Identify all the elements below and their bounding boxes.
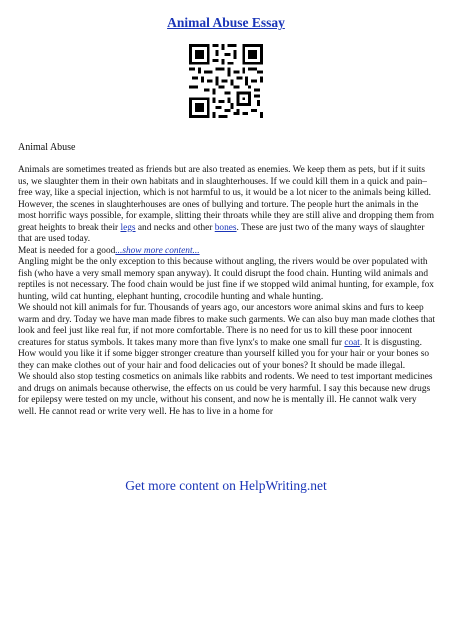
paragraph-1-text-c: . These are just two of the many ways of slaughter that are used today.: [18, 222, 425, 244]
paragraph-5: We should also stop testing cosmetics on animals like rabbits and rodents. We need to test important medicines and drugs on animals because otherwise, the effects on us could be very harmful. I say this because new drugs for epilepsy were tested on my uncle, without his consent, and now he is mentally ill. He cannot walk very well. He cannot read or write very well. He has to live in a home for: [18, 372, 433, 417]
paragraph-1-text-a: Animals are sometimes treated as friends but are also treated as enemies. We keep them as pets, but if it suits us, we slaughter them in their own habitats and in slaughterhouses. If we could kill them in a quick and pain–free way, like a special injection, which is not harmful to us, it would be a lot nicer to the animals being killed. However, the scenes in slaughterhouses are ones of bullying and torture. The people hurt the animals in the most horrific ways possible, for example, slitting their throats while they are still alive and dropping them from great heights to break their: [18, 165, 434, 233]
coat-link[interactable]: coat: [344, 337, 360, 348]
paragraph-4-text-b: . It is disgusting. How would you like it if some bigger stronger creature than yourself killed you for your hair or your bones so they can make clothes out of your hair and food delicacies out of your bones? It should be made illegal.: [18, 337, 430, 371]
essay-body: [18, 165, 436, 418]
get-more-content-link[interactable]: Get more content on HelpWriting.net: [125, 478, 327, 493]
paragraph-4-text-a: We should not kill animals for fur. Thousands of years ago, our ancestors wore animal skins and furs to keep warm and dry. Today we have man made fibres to make such garments. We can also buy man made clothes that look and feel just like real fur, if not more comfortable. There is no need for us to kill these poor innocent creatures for status symbols. It takes many more than five lynx's to make one small fur: [18, 303, 435, 348]
essay-subheading: Animal Abuse: [18, 142, 76, 153]
essay-title-link[interactable]: Animal Abuse Essay: [167, 15, 285, 30]
paragraph-2-text: Meat is needed for a good: [18, 245, 116, 256]
bones-link[interactable]: bones: [214, 222, 237, 233]
legs-link[interactable]: legs: [120, 222, 136, 233]
qr-code-icon: [189, 44, 263, 118]
show-more-content-link[interactable]: ...show more content...: [115, 245, 200, 256]
paragraph-1-text-b: and necks and other: [137, 222, 213, 233]
paragraph-2: [18, 246, 436, 258]
paragraph-3: Angling might be the only exception to this because without angling, the rivers would be over populated with fish (who have a very small memory span anyway). It could disrupt the food chain. Hunting wild animals and reptiles is not necessary. The food chain would be just fine if we stopped wild animal hunting, for example, fox hunting, wild cat hunting, elephant hunting, crocodile hunting and whale hunting.: [18, 257, 434, 302]
paragraph-4: [18, 303, 436, 372]
paragraph-1: [18, 165, 436, 246]
